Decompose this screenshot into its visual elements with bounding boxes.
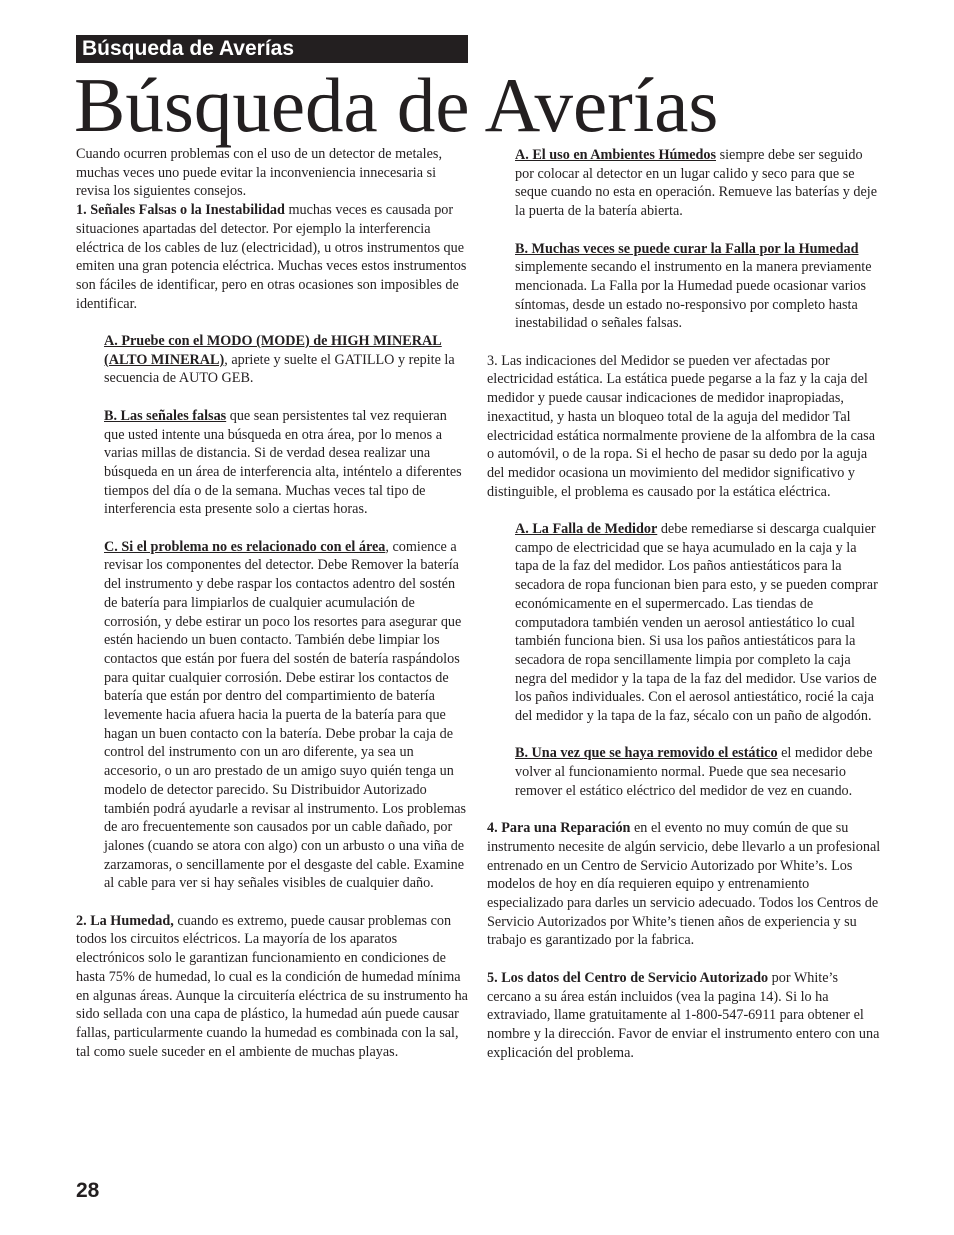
section-4-text: en el evento no muy común de que su instrumento necesite de algún servicio, debe llevarlo a un profesional entrenado en un Centro de Servicio Autorizado por White’s. Los modelos de hoy en día requieren equipo y entrenamiento especializado para darles un servicio adecuado. Todos los Centros de Servicio Autorizados por White’s tienen años de experiencia y su trabajo es garantizado por la fabrica. xyxy=(487,820,881,949)
section-3-paragraph: 3. Las indicaciones del Medidor se pueden ver afectadas por electricidad estática. La estática puede pegarse a la faz y la caja del medidor y puede causar indicaciones de medidor inapropiadas, inexactitud, y hasta un bloqueo total de la aguja del medidor Tal electricidad estática normalmente proviene de la alfombra de la casa o automóvil, o de la ropa. Si el hecho de pasar su dedo por la aguja del medidor ocasiona un movimiento del medidor significativo y distinguible, el problema es causado por la estática eléctrica. xyxy=(487,352,875,500)
left-column xyxy=(76,145,468,1061)
section-1-heading: 1. Señales Falsas o la Inestabilidad xyxy=(76,202,285,219)
section-header-bar: Búsqueda de Averías xyxy=(76,35,468,63)
section-3b-heading: B. Una vez que se haya removido el estático xyxy=(515,745,778,762)
section-2a-heading: A. El uso en Ambientes Húmedos xyxy=(515,147,717,163)
section-3b-paragraph xyxy=(487,744,881,800)
section-1b-text: que sean persistentes tal vez requieran que usted intente una búsqueda en otra área, por lo menos a varias millas de distancia. Si de verdad desea realizar una búsqueda en un área de interferencia alta, inténtelo a diferentes tiempos del día o de la semana. Muchas veces tal tipo de interferencia esta presente solo a ciertas horas. xyxy=(104,407,462,518)
section-2b-text: simplemente secando el instrumento en la manera previamente mencionada. La Falla por la Humedad puede ocasionar varios síntomas, desde un estado no-responsivo por completo hasta inestabilidad o señales falsas. xyxy=(515,259,872,332)
section-4-paragraph xyxy=(487,819,881,950)
section-2-paragraph xyxy=(76,912,468,1062)
intro-paragraph: Cuando ocurren problemas con el uso de un detector de metales, muchas veces uno puede evitar la inconveniencia innecesaria si revisa los siguientes consejos. xyxy=(76,146,442,200)
section-1-text: muchas veces es causada por situaciones apartadas del detector. Por ejemplo la interferencia eléctrica de los cables de luz (electricidad), u otros instrumentos que emiten una gran potencia eléctrica. Muchas veces estos instrumentos son fáciles de identificar, pero en otras ocasiones son imposibles de identificar. xyxy=(76,202,467,312)
page-number: 28 xyxy=(76,1179,100,1202)
section-3a-heading: A. La Falla de Medidor xyxy=(515,521,658,538)
section-1c-text: , comience a revisar los componentes del detector. Debe Remover la batería del instrumento y debe raspar los contactos adentro del sostén de batería para limpiarlos de cualquier acumulación de corrosión, y debe estirar un poco los resortes para asegurar que estén haciendo un buen contacto. También debe limpiar los contactos que están por fuera del sostén de batería raspándolos para quitar cualquier corrosión. Debe estirar los contactos de batería que están por dentro del compartimiento de batería levemente hacia afuera hacia la puerta de la batería para que hagan un buen contacto con la batería. Debe probar la caja de control del instrumento con un aro diferente, ya sea un accesorio, o un aro prestado de un amigo suyo quién tenga un modelo de detector parecido. Su Distribuidor Autorizado también podrá ayudarle a revisar al instrumento. Los problemas de aro frecuentemente son causados por un cable dañado, por jalones (cuando se atora con algo) con un arbusto o una viña de zarzamoras, o sencillamente por el desgaste del cable. Examine al cable para ver si hay señales visibles de cualquier daño. xyxy=(104,538,467,892)
section-1b-paragraph xyxy=(76,407,468,519)
section-2-heading: 2. La Humedad, xyxy=(76,912,174,929)
section-1c-heading: C. Si el problema no es relacionado con el área xyxy=(104,538,386,555)
page-title: Búsqueda de Averías xyxy=(74,62,719,148)
section-5-text: por White’s cercano a su área están incluidos (vea la pagina 14). Si lo ha extraviado, llame gratuitamente al 1-800-547-6911 para obtener el nombre y la dirección. Favor de enviar el instrumento entero con una explicación del problema. xyxy=(487,969,880,1061)
right-column xyxy=(487,146,881,1062)
section-3b-text: el medidor debe volver al funcionamiento normal. Puede que sea necesario remover el estático eléctrico del medidor de vez en cuando. xyxy=(515,745,873,799)
section-2a-text: siempre debe ser seguido por colocar al detector en un lugar calido y seco para que se seque cuando no esta en operación. Remueve las baterías y deje la puerta de la batería abierta. xyxy=(515,147,878,220)
section-2a-paragraph xyxy=(487,146,881,221)
section-5-heading: 5. Los datos del Centro de Servicio Autorizado xyxy=(487,969,769,986)
section-5-paragraph xyxy=(487,969,881,1063)
section-2b-paragraph xyxy=(487,240,881,334)
section-1-paragraph xyxy=(76,201,468,313)
section-1a-text: , apriete y suelte el GATILLO y repite la secuencia de AUTO GEB. xyxy=(104,351,455,387)
section-1a-paragraph xyxy=(76,332,468,388)
section-4-heading: 4. Para una Reparación xyxy=(487,820,631,837)
section-3a-text: debe remediarse si descarga cualquier campo de electricidad que se haya acumulado en la caja y la tapa de la faz del medidor. Los paños antiestáticos para la secadora de ropa funcionan bien para esto, y se pueden comprar económicamente en el supermercado. Las tiendas de computadora también venden un aerosol antiestático lo cual también funciona bien. Si usa los paños antiestáticos para la secadora de ropa sencillamente limpia por completo la caja negra del medidor y la tapa de la faz del medidor. Use varios de los paños individuales. Con el aerosol antiestático, rocié la caja del medidor y la tapa de la faz, sécalo con un paño de algodón. xyxy=(515,521,878,725)
section-1c-paragraph xyxy=(76,538,468,893)
section-1b-heading: B. Las señales falsas xyxy=(104,407,227,424)
section-2-text: cuando es extremo, puede causar problemas con todos los circuitos eléctricos. La mayoría de los aparatos electrónicos solo le garantizan funcionamiento en condiciones de hasta 75% de humedad, lo cual es la condición de humedad mínima en algunas áreas. Aunque la circuitería eléctrica de su instrumento ha sido sellada con una capa de plástico, la humedad aún puede causar fallas, particularmente cuando la humedad es combinada con la sal, tal como suele suceder en el ambiente de muchas playas. xyxy=(76,912,468,1060)
section-2b-heading: B. Muchas veces se puede curar la Falla por la Humedad xyxy=(515,240,859,257)
section-3a-paragraph xyxy=(487,520,881,726)
section-1a-heading: A. Pruebe con el MODO (MODE) de HIGH MINERAL (ALTO MINERAL) xyxy=(104,333,442,368)
